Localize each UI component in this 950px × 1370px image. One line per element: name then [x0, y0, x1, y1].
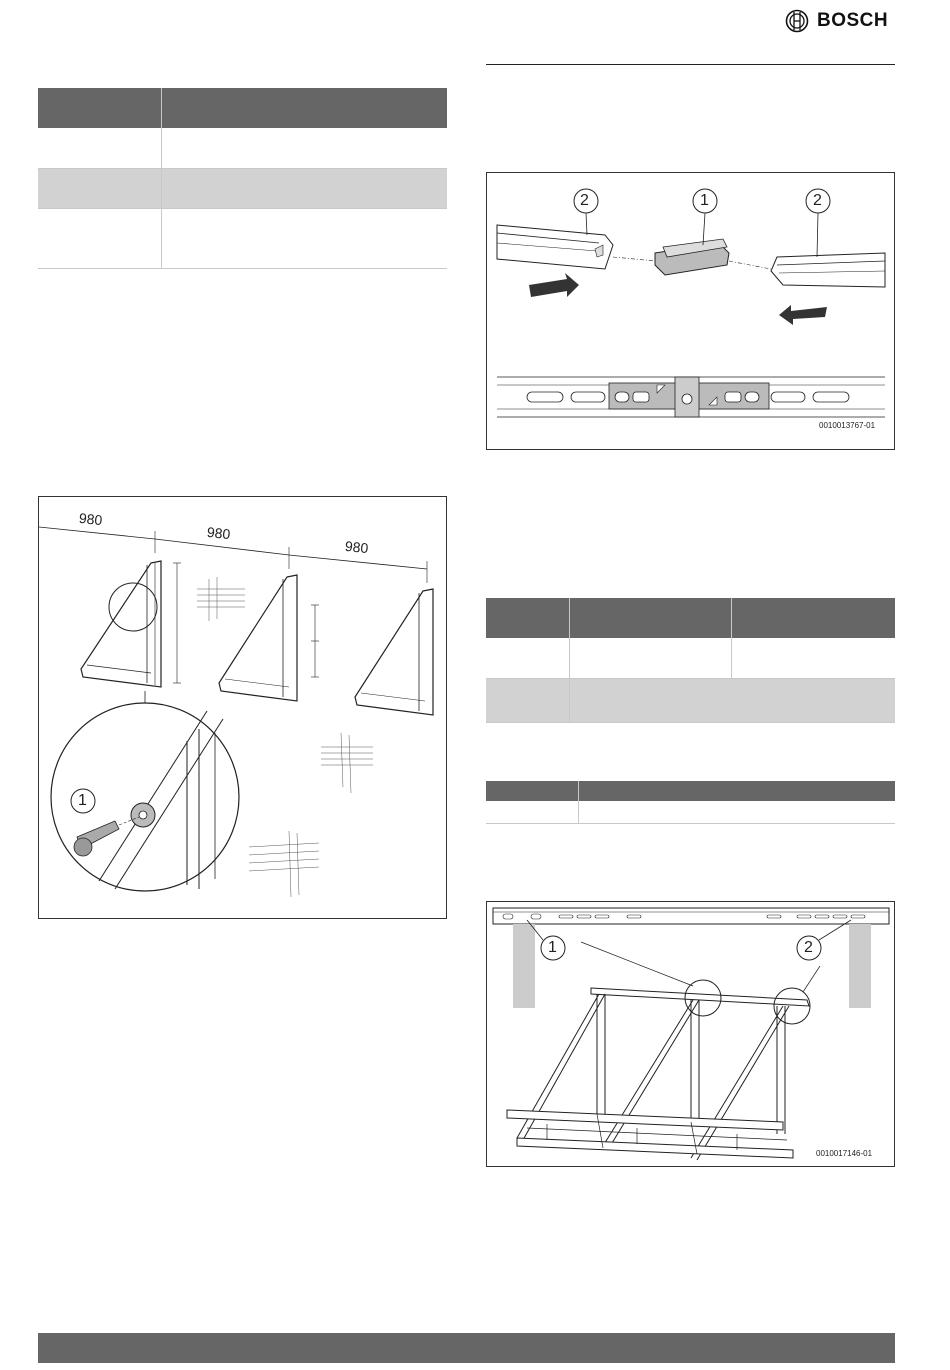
- table-header-cell: [486, 598, 569, 638]
- header-rule: [486, 64, 895, 65]
- dimension-label-2: 980: [206, 523, 232, 543]
- callout-1: 1: [700, 192, 709, 209]
- bosch-armature-icon: [785, 9, 809, 33]
- figure-rail-connector: [486, 172, 895, 450]
- table-left-top: [38, 88, 447, 269]
- callout-1: 1: [548, 939, 557, 956]
- table-cell: [569, 678, 895, 722]
- table-cell: [486, 678, 569, 722]
- table-row: [38, 128, 447, 168]
- table-cell: [731, 638, 895, 678]
- table-header-cell: [161, 88, 447, 128]
- table-cell: [38, 208, 161, 268]
- table-header-cell: [486, 781, 578, 801]
- table-header-row: [38, 88, 447, 128]
- dimension-label-1: 980: [78, 509, 104, 529]
- brand-logo: [785, 8, 895, 34]
- footer-bar: [38, 1333, 895, 1363]
- table-header-row: [486, 781, 895, 801]
- figure-assembled-frame: [486, 901, 895, 1167]
- figure-code: 0010017146-01: [816, 1149, 873, 1158]
- table-header-row: [486, 598, 895, 638]
- table-header-cell: [578, 781, 895, 801]
- table-header-cell: [731, 598, 895, 638]
- dimension-label-3: 980: [344, 537, 370, 557]
- figure-code: 0010013767-01: [819, 421, 876, 430]
- figure-frame-spacing: [38, 496, 447, 919]
- table-cell: [569, 638, 731, 678]
- callout-2: 2: [804, 939, 813, 956]
- table-header-cell: [569, 598, 731, 638]
- rail-connector-drawing: [487, 173, 895, 450]
- table-row: [38, 208, 447, 268]
- table-row: [486, 638, 895, 678]
- table-right-small: [486, 781, 895, 824]
- callout-1: 1: [78, 792, 87, 809]
- table-row: [38, 168, 447, 208]
- table-cell: [486, 801, 578, 823]
- table-cell: [486, 638, 569, 678]
- table-cell: [578, 801, 895, 823]
- table-right-middle: [486, 598, 895, 723]
- callout-2-right: 2: [813, 192, 822, 209]
- table-row: [486, 678, 895, 722]
- table-cell: [38, 128, 161, 168]
- table-cell: [161, 208, 447, 268]
- table-cell: [161, 168, 447, 208]
- brand-name: BOSCH: [817, 10, 889, 31]
- table-row: [486, 801, 895, 823]
- table-header-cell: [38, 88, 161, 128]
- table-cell: [38, 168, 161, 208]
- table-cell: [161, 128, 447, 168]
- frame-spacing-drawing: [39, 497, 447, 919]
- callout-2-left: 2: [580, 192, 589, 209]
